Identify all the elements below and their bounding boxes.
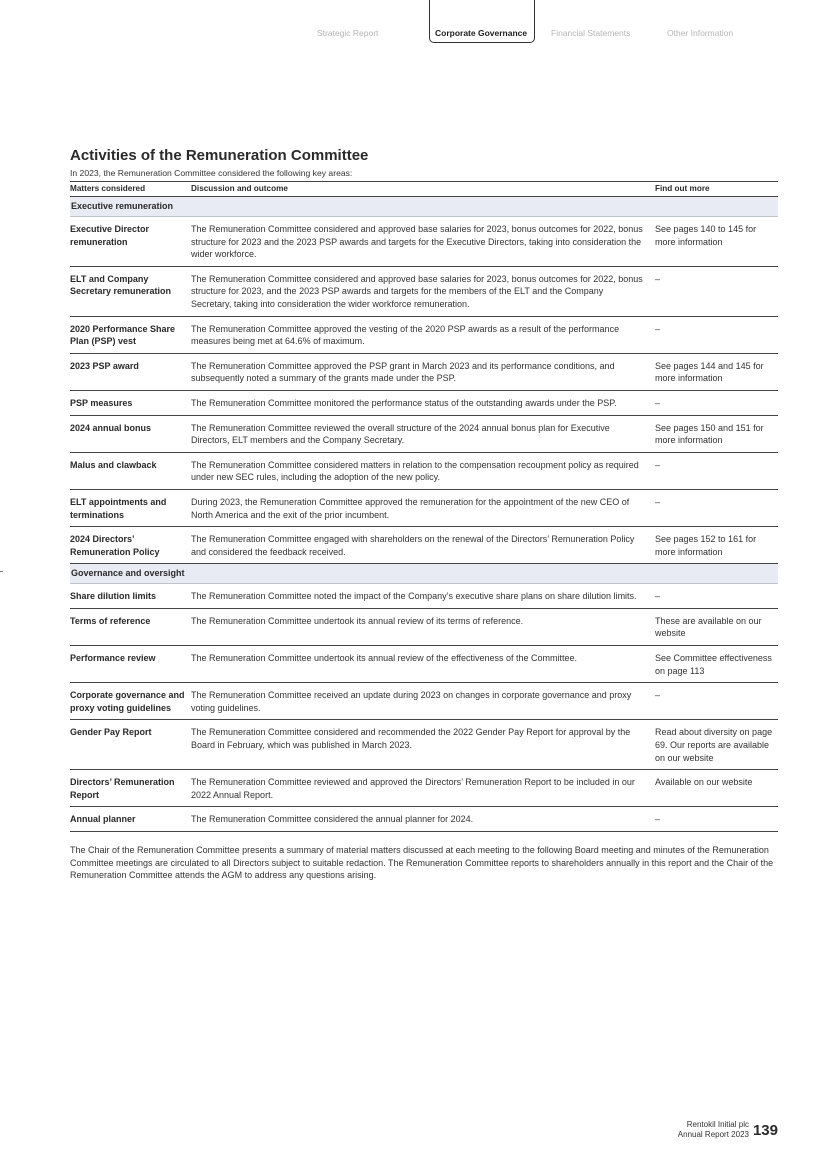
matter-cell: Malus and clawback [70,452,191,489]
closing-paragraph: The Chair of the Remuneration Committee presents a summary of material matters discussed at each meeting to the following Board meeting and minutes of the Remuneration Committee meetings are circulated to all Directors subject to suitable redaction. The Remuneration Committee reports to shareholders annually in this report and the Chair of the Remuneration Committee attends the AGM to address any questions arising. [70,845,774,881]
table-row [70,608,778,645]
find-out-more-cell: See pages 152 to 161 for more information [655,527,778,564]
matter-cell: Terms of reference [70,608,191,645]
table-body [70,197,778,832]
matter-cell: Annual planner [70,807,191,832]
tab-financial-statements[interactable]: Financial Statements [551,28,631,38]
outcome-cell: The Remuneration Committee considered and recommended the 2022 Gender Pay Report for approval by the Board in February, which was published in March 2023. [191,720,655,770]
outcome-cell: The Remuneration Committee monitored the performance status of the outstanding awards under the PSP. [191,390,655,415]
matter-cell: Performance review [70,646,191,683]
matter-cell: Gender Pay Report [70,720,191,770]
find-out-more-cell: Available on our website [655,770,778,807]
table-row [70,720,778,770]
matter-cell: ELT appointments and terminations [70,489,191,526]
section-heading: Governance and oversight [70,564,778,584]
find-out-more-cell: Read about diversity on page 69. Our reports are available on our website [655,720,778,770]
matter-cell: 2020 Performance Share Plan (PSP) vest [70,316,191,353]
page-title: Activities of the Remuneration Committee [70,147,369,164]
table-row [70,807,778,832]
outcome-cell: During 2023, the Remuneration Committee approved the remuneration for the appointment of the new CEO of North America and the exit of the prior incumbent. [191,489,655,526]
outcome-cell: The Remuneration Committee approved the PSP grant in March 2023 and its performance conditions, and subsequently noted a summary of the grants made under the PSP. [191,353,655,390]
table-row [70,489,778,526]
column-header-find-out-more: Find out more [655,182,778,197]
tab-corporate-governance[interactable]: Corporate Governance [429,0,535,43]
table-row [70,683,778,720]
table-row [70,527,778,564]
page-footer [678,1120,778,1140]
activities-table [70,181,778,832]
margin-mark [0,571,3,572]
find-out-more-cell: – [655,584,778,609]
outcome-cell: The Remuneration Committee considered and approved base salaries for 2023, bonus outcomes for 2022, bonus structure for 2023 and the 2023 PSP awards and targets for the Executive Directors, taking into consideration the wider workforce. [191,217,655,267]
outcome-cell: The Remuneration Committee received an update during 2023 on changes in corporate governance and proxy voting guidelines. [191,683,655,720]
outcome-cell: The Remuneration Committee reviewed the overall structure of the 2024 annual bonus plan for Executive Directors, ELT members and the Company Secretary. [191,415,655,452]
matter-cell: 2023 PSP award [70,353,191,390]
find-out-more-cell: – [655,489,778,526]
matter-cell: 2024 Directors’ Remuneration Policy [70,527,191,564]
intro-text: In 2023, the Remuneration Committee considered the following key areas: [70,168,353,178]
find-out-more-cell: See pages 144 and 145 for more information [655,353,778,390]
outcome-cell: The Remuneration Committee noted the impact of the Company’s executive share plans on share dilution limits. [191,584,655,609]
find-out-more-cell: – [655,452,778,489]
table-row [70,217,778,267]
outcome-cell: The Remuneration Committee engaged with shareholders on the renewal of the Directors’ Remuneration Policy and considered the feedback received. [191,527,655,564]
tab-strategic-report[interactable]: Strategic Report [317,28,379,38]
outcome-cell: The Remuneration Committee approved the vesting of the 2020 PSP awards as a result of the performance measures being met at 64.6% of maximum. [191,316,655,353]
table-row [70,452,778,489]
find-out-more-cell: – [655,807,778,832]
find-out-more-cell: – [655,316,778,353]
footer-report-name: Annual Report 2023 [677,1130,749,1139]
footer-company-block [678,1120,749,1140]
matter-cell: ELT and Company Secretary remuneration [70,266,191,316]
main-content [70,146,778,891]
find-out-more-cell: These are available on our website [655,608,778,645]
matter-cell: Share dilution limits [70,584,191,609]
table-row [70,415,778,452]
table-row [70,584,778,609]
outcome-cell: The Remuneration Committee considered and approved base salaries for 2023, bonus outcomes for 2022, bonus structure for 2023, and the 2023 PSP awards and targets for the members of the ELT and the Company Secretary, taking into consideration the wider workforce remuneration. [191,266,655,316]
tab-other-information[interactable]: Other Information [667,28,734,38]
matter-cell: PSP measures [70,390,191,415]
table-row [70,316,778,353]
column-header-matters: Matters considered [70,182,191,197]
column-header-discussion: Discussion and outcome [191,182,655,197]
find-out-more-cell: See Committee effectiveness on page 113 [655,646,778,683]
outcome-cell: The Remuneration Committee undertook its annual review of its terms of reference. [191,608,655,645]
matter-cell: Directors’ Remuneration Report [70,770,191,807]
section-navigation [0,0,825,46]
table-row [70,390,778,415]
table-row [70,353,778,390]
table-section-row [70,197,778,217]
find-out-more-cell: See pages 140 to 145 for more information [655,217,778,267]
outcome-cell: The Remuneration Committee reviewed and approved the Directors’ Remuneration Report to be included in our 2022 Annual Report. [191,770,655,807]
outcome-cell: The Remuneration Committee undertook its annual review of the effectiveness of the Committee. [191,646,655,683]
table-section-row [70,564,778,584]
outcome-cell: The Remuneration Committee considered matters in relation to the compensation recoupment policy as required under new SEC rules, including the adoption of the new policy. [191,452,655,489]
table-header-row [70,182,778,197]
find-out-more-cell: See pages 150 and 151 for more information [655,415,778,452]
footer-company-name: Rentokil Initial plc [686,1120,749,1129]
find-out-more-cell: – [655,683,778,720]
table-row [70,770,778,807]
table-row [70,266,778,316]
outcome-cell: The Remuneration Committee considered the annual planner for 2024. [191,807,655,832]
find-out-more-cell: – [655,390,778,415]
matter-cell: Executive Director remuneration [70,217,191,267]
matter-cell: Corporate governance and proxy voting guidelines [70,683,191,720]
table-row [70,646,778,683]
matter-cell: 2024 annual bonus [70,415,191,452]
section-heading: Executive remuneration [70,197,778,217]
find-out-more-cell: – [655,266,778,316]
page-number: 139 [752,1121,778,1139]
